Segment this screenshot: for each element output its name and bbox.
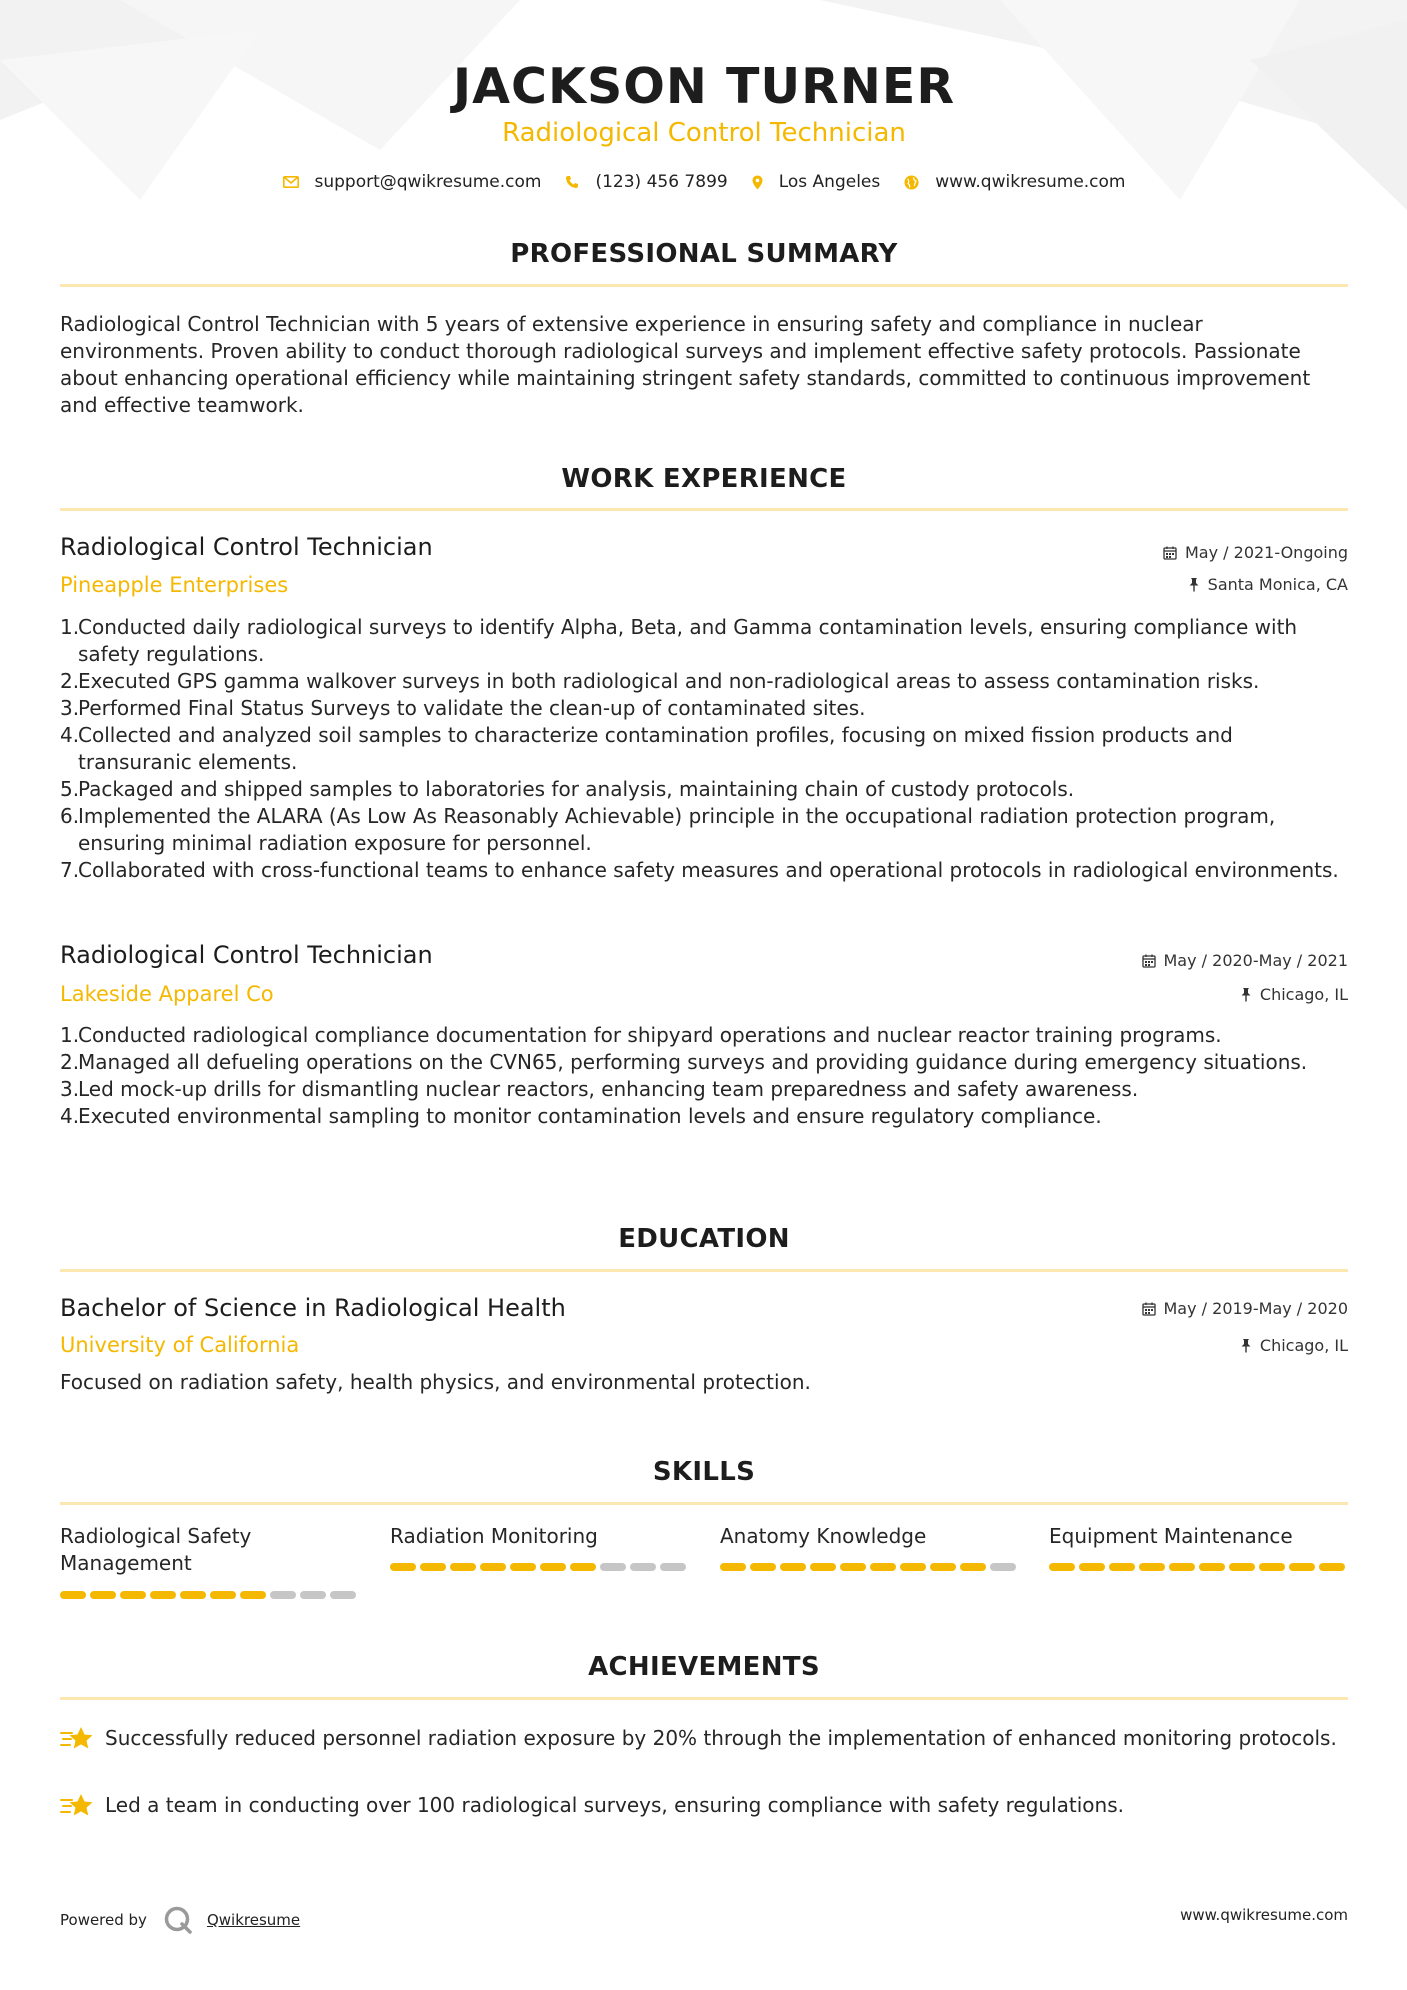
skill-segment-filled xyxy=(120,1591,146,1599)
education-divider xyxy=(60,1269,1348,1272)
skill-level-bar xyxy=(390,1563,690,1571)
skill-segment-filled xyxy=(1169,1563,1195,1571)
skill-segment-filled xyxy=(180,1591,206,1599)
skill-level-bar xyxy=(60,1591,360,1599)
contact-location xyxy=(752,172,881,192)
skill-segment-filled xyxy=(1319,1563,1345,1571)
candidate-name: JACKSON TURNER xyxy=(452,58,956,115)
skill-segment-filled xyxy=(840,1563,866,1571)
skill-segment-filled xyxy=(90,1591,116,1599)
achievements-divider xyxy=(60,1697,1348,1700)
skill-segment-filled xyxy=(1229,1563,1255,1571)
contact-email[interactable] xyxy=(283,172,542,192)
job-1-date-text: May / 2021-Ongoing xyxy=(1185,543,1348,562)
contact-bar xyxy=(60,172,1348,192)
contact-website-text: www.qwikresume.com xyxy=(935,172,1126,192)
skill-segment-filled xyxy=(60,1591,86,1599)
skill-segment-filled xyxy=(780,1563,806,1571)
skill-segment-filled xyxy=(720,1563,746,1571)
skill-item xyxy=(390,1523,690,1550)
job-2-title: Radiological Control Technician xyxy=(60,941,433,969)
skills-heading: SKILLS xyxy=(652,1457,756,1487)
education-location-text: Chicago, IL xyxy=(1259,1336,1348,1355)
experience-divider xyxy=(60,508,1348,511)
skill-segment-filled xyxy=(1259,1563,1285,1571)
job-1-date xyxy=(1163,543,1348,562)
achievement-text: Successfully reduced personnel radiation exposure by 20% through the implementation of enhanced monitoring protocols. xyxy=(105,1726,1337,1750)
calendar-icon xyxy=(1142,954,1156,968)
list-item: 1. Conducted daily radiological surveys to identify Alpha, Beta, and Gamma contamination levels, ensuring compliance with safety regulations. xyxy=(60,615,1298,666)
skill-segment-filled xyxy=(540,1563,566,1571)
skill-level-bar xyxy=(1049,1563,1349,1571)
job-2-location-text: Chicago, IL xyxy=(1259,985,1348,1004)
skill-segment-filled xyxy=(1049,1563,1075,1571)
summary-text: Radiological Control Technician with 5 years of extensive experience in ensuring safety and compliance in nuclear environments. Proven ability to conduct thorough radiological surveys and implement effective safety protocols. Passionate about enhancing operational efficiency while maintaining stringent safety standards, committed to continuous improvement and effective teamwork. xyxy=(60,312,1311,417)
skill-segment-filled xyxy=(1109,1563,1135,1571)
phone-icon xyxy=(565,175,579,189)
education-degree: Bachelor of Science in Radiological Health xyxy=(60,1294,566,1322)
list-item: 6. Implemented the ALARA (As Low As Reasonably Achievable) principle in the occupational radiation protection program, ensuring minimal radiation exposure for personnel. xyxy=(60,804,1276,855)
contact-phone-text: (123) 456 7899 xyxy=(595,172,728,192)
education-location xyxy=(1240,1336,1348,1355)
experience-heading: WORK EXPERIENCE xyxy=(561,464,847,494)
skill-segment-empty xyxy=(600,1563,626,1571)
skill-level-bar xyxy=(720,1563,1020,1571)
skill-segment-filled xyxy=(810,1563,836,1571)
skill-name: Radiation Monitoring xyxy=(390,1524,598,1548)
education-description: Focused on radiation safety, health physics, and environmental protection. xyxy=(60,1370,811,1394)
skill-segment-filled xyxy=(930,1563,956,1571)
job-2-date xyxy=(1142,951,1349,970)
qwikresume-logo-icon xyxy=(163,1905,193,1935)
skill-segment-filled xyxy=(1199,1563,1225,1571)
skill-name: Radiological Safety Management xyxy=(60,1524,252,1575)
globe-icon xyxy=(904,175,919,190)
job-2-location xyxy=(1240,985,1348,1004)
skill-segment-filled xyxy=(240,1591,266,1599)
skill-item xyxy=(60,1523,360,1577)
summary-divider xyxy=(60,284,1348,287)
pushpin-icon xyxy=(1188,577,1200,592)
skill-segment-empty xyxy=(300,1591,326,1599)
achievement-text: Led a team in conducting over 100 radiological surveys, ensuring compliance with safety regulations. xyxy=(105,1793,1124,1817)
powered-by-label: Powered by xyxy=(60,1911,147,1929)
skill-segment-filled xyxy=(1289,1563,1315,1571)
contact-location-text: Los Angeles xyxy=(778,172,881,192)
calendar-icon xyxy=(1163,546,1177,560)
skill-segment-filled xyxy=(150,1591,176,1599)
list-item: 4. Collected and analyzed soil samples to characterize contamination profiles, focusing on mixed fission products and transuranic elements. xyxy=(60,723,1233,774)
job-2-company: Lakeside Apparel Co xyxy=(60,982,274,1006)
skill-segment-filled xyxy=(1139,1563,1165,1571)
achievements-heading: ACHIEVEMENTS xyxy=(588,1652,820,1682)
skill-segment-empty xyxy=(660,1563,686,1571)
skills-divider xyxy=(60,1502,1348,1505)
job-1-location-text: Santa Monica, CA xyxy=(1207,575,1348,594)
skill-item xyxy=(720,1523,1020,1550)
list-item: 7. Collaborated with cross-functional teams to enhance safety measures and operational protocols in radiological environments. xyxy=(60,858,1339,882)
skill-segment-empty xyxy=(270,1591,296,1599)
education-date-text: May / 2019-May / 2020 xyxy=(1163,1299,1348,1318)
job-1-title: Radiological Control Technician xyxy=(60,533,433,561)
pushpin-icon xyxy=(1240,1338,1252,1353)
achievement-item xyxy=(60,1725,1350,1752)
contact-email-text: support@qwikresume.com xyxy=(314,172,542,192)
job-1-bullets xyxy=(60,614,1350,884)
skill-segment-filled xyxy=(570,1563,596,1571)
skill-item xyxy=(1049,1523,1349,1550)
skill-name: Equipment Maintenance xyxy=(1049,1524,1293,1548)
list-item: 4. Executed environmental sampling to monitor contamination levels and ensure regulatory compliance. xyxy=(60,1104,1102,1128)
envelope-icon xyxy=(283,176,299,188)
skill-segment-filled xyxy=(900,1563,926,1571)
skill-segment-filled xyxy=(870,1563,896,1571)
list-item: 5. Packaged and shipped samples to laboratories for analysis, maintaining chain of custody protocols. xyxy=(60,777,1075,801)
skill-segment-filled xyxy=(210,1591,236,1599)
job-2-bullets xyxy=(60,1022,1350,1130)
skill-segment-empty xyxy=(990,1563,1016,1571)
footer-powered-by xyxy=(60,1905,300,1935)
skill-segment-filled xyxy=(420,1563,446,1571)
job-1-location xyxy=(1188,575,1348,594)
education-date xyxy=(1142,1299,1349,1318)
shooting-star-icon xyxy=(60,1792,94,1820)
job-2-date-text: May / 2020-May / 2021 xyxy=(1163,951,1348,970)
pushpin-icon xyxy=(1240,987,1252,1002)
skill-segment-empty xyxy=(330,1591,356,1599)
list-item: 3. Led mock-up drills for dismantling nuclear reactors, enhancing team preparedness and safety awareness. xyxy=(60,1077,1139,1101)
achievement-item xyxy=(60,1792,1350,1819)
summary-heading: PROFESSIONAL SUMMARY xyxy=(510,239,898,269)
list-item: 3. Performed Final Status Surveys to validate the clean-up of contaminated sites. xyxy=(60,696,866,720)
education-school: University of California xyxy=(60,1333,300,1357)
contact-phone[interactable] xyxy=(565,172,727,192)
skill-segment-filled xyxy=(450,1563,476,1571)
skill-segment-filled xyxy=(1079,1563,1105,1571)
calendar-icon xyxy=(1142,1302,1156,1316)
skill-segment-filled xyxy=(480,1563,506,1571)
skill-segment-filled xyxy=(510,1563,536,1571)
shooting-star-icon xyxy=(60,1725,94,1753)
brand-link[interactable]: Qwikresume xyxy=(206,1911,301,1929)
skill-segment-filled xyxy=(960,1563,986,1571)
candidate-role: Radiological Control Technician xyxy=(502,118,906,148)
list-item: 2. Managed all defueling operations on the CVN65, performing surveys and providing guidance during emergency situations. xyxy=(60,1050,1308,1074)
map-pin-icon xyxy=(752,175,763,190)
list-item: 1. Conducted radiological compliance documentation for shipyard operations and nuclear reactor training programs. xyxy=(60,1023,1222,1047)
list-item: 2. Executed GPS gamma walkover surveys in both radiological and non-radiological areas to assess contamination risks. xyxy=(60,669,1260,693)
footer-website[interactable]: www.qwikresume.com xyxy=(1180,1906,1348,1924)
contact-website[interactable] xyxy=(904,172,1125,192)
education-heading: EDUCATION xyxy=(618,1224,790,1254)
skill-name: Anatomy Knowledge xyxy=(720,1524,927,1548)
skill-segment-filled xyxy=(750,1563,776,1571)
skill-segment-filled xyxy=(390,1563,416,1571)
skill-segment-empty xyxy=(630,1563,656,1571)
job-1-company: Pineapple Enterprises xyxy=(60,573,289,597)
skills-grid xyxy=(60,1523,1348,1603)
